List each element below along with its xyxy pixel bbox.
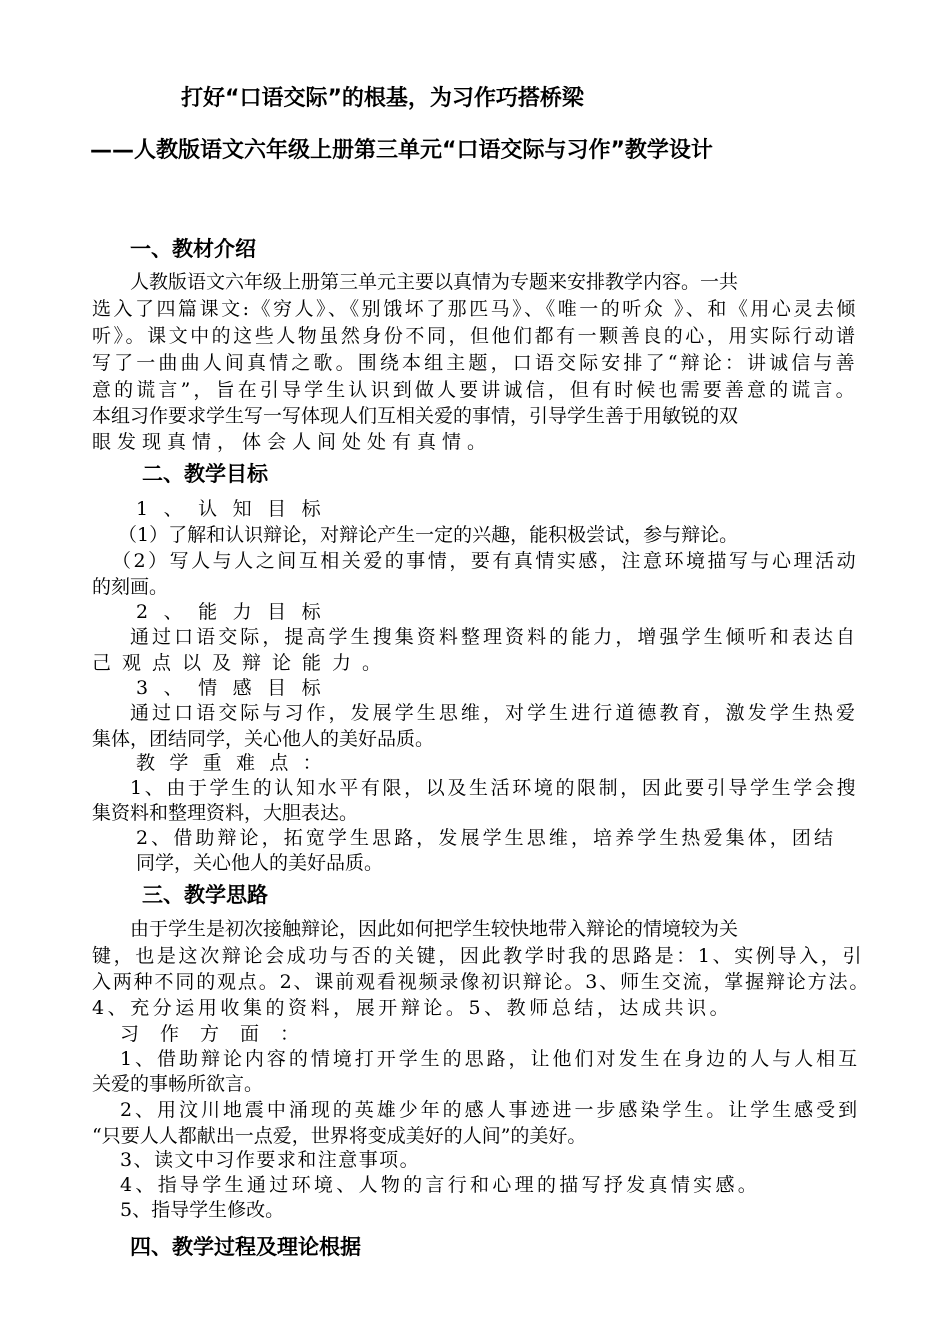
paragraph-line: 1、借助辩论内容的情境打开学生的思路，让他们对发生在身边的人与人相互 (120, 1048, 861, 1070)
paragraph-line: 听》。课文中的这些人物虽然身份不同，但他们都有一颗善良的心，用实际行动谱 (92, 325, 858, 347)
section-heading-3: 三、教学思路 (142, 883, 268, 907)
paragraph-line: 己观点以及辩论能力。 (92, 652, 393, 674)
paragraph-line: 4、充分运用收集的资料，展开辩论。5、教师总结，达成共识。 (92, 997, 733, 1019)
section-heading-1: 一、教材介绍 (130, 237, 256, 261)
paragraph-line: （2）写人与人之间互相关爱的事情，要有真情实感，注意环境描写与心理活动 (112, 550, 859, 572)
paragraph-line: 2、借助辩论，拓宽学生思路，发展学生思维，培养学生热爱集体，团结 (136, 827, 837, 849)
paragraph-line: 通过口语交际与习作，发展学生思维，对学生进行道德教育，激发学生热爱 (130, 702, 859, 724)
paragraph-line: 2、用汶川地震中涌现的英雄少年的感人事迹进一步感染学生。让学生感受到 (120, 1099, 861, 1121)
paragraph-line: 5、指导学生修改。 (120, 1199, 285, 1221)
paragraph-line: （1）了解和认识辩论，对辩论产生一定的兴趣，能积极尝试，参与辩论。 (118, 524, 739, 546)
paragraph-line: 同学，关心他人的美好品质。 (136, 852, 384, 874)
paragraph-line: 1、认知目标 (136, 498, 337, 520)
paragraph-line: 眼发现真情，体会人间处处有真情。 (92, 431, 493, 453)
paragraph-line: 通过口语交际，提高学生搜集资料整理资料的能力，增强学生倾听和表达自 (130, 626, 859, 648)
paragraph-line: 由于学生是初次接触辩论，因此如何把学生较快地带入辩论的情境较为关 (130, 918, 739, 940)
paragraph-line: 选入了四篇课文:《穷人》、《别饿坏了那匹马》、《唯一的听众 》、和《用心灵去倾 (92, 298, 858, 320)
paragraph-line: 意的谎言”，旨在引导学生认识到做人要讲诚信，但有时候也需要善意的谎言。 (92, 379, 858, 401)
paragraph-line: 3、情感目标 (136, 677, 337, 699)
paragraph-line: 习作方面： (120, 1023, 321, 1045)
document-subtitle: ——人教版语文六年级上册第三单元“口语交际与习作”教学设计 (90, 138, 713, 163)
paragraph-line: 写了一曲曲人间真情之歌。围绕本组主题，口语交际安排了“辩论：讲诚信与善 (92, 352, 858, 374)
section-heading-2: 二、教学目标 (142, 462, 268, 486)
paragraph-line: 集资料和整理资料，大胆表达。 (92, 802, 359, 824)
paragraph-line: 1、由于学生的认知水平有限，以及生活环境的限制，因此要引导学生学会搜 (130, 777, 859, 799)
paragraph-line: 人教版语文六年级上册第三单元主要以真情为专题来安排教学内容。一共 (130, 271, 739, 293)
paragraph-line: 4、指导学生通过环境、人物的言行和心理的描写抒发真情实感。 (120, 1174, 761, 1196)
paragraph-line: 2、能力目标 (136, 601, 337, 623)
paragraph-line: “只要人人都献出一点爱，世界将变成美好的人间”的美好。 (92, 1125, 587, 1147)
paragraph-line: 3、读文中习作要求和注意事项。 (120, 1149, 421, 1171)
section-heading-4: 四、教学过程及理论根据 (130, 1235, 361, 1259)
paragraph-line: 本组习作要求学生写一写体现人们互相关爱的事情，引导学生善于用敏锐的双 (92, 405, 739, 427)
paragraph-line: 键，也是这次辩论会成功与否的关键，因此教学时我的思路是：1、实例导入，引 (92, 945, 865, 967)
paragraph-line: 教学重难点： (136, 752, 337, 774)
paragraph-line: 的刻画。 (92, 576, 169, 598)
paragraph-line: 入两种不同的观点。2、课前观看视频录像初识辩论。3、师生交流，掌握辩论方法。 (92, 971, 871, 993)
paragraph-line: 关爱的事畅所欲言。 (92, 1073, 264, 1095)
document-title: 打好“口语交际”的根基，为习作巧搭桥梁 (181, 86, 584, 111)
paragraph-line: 集体，团结同学，关心他人的美好品质。 (92, 728, 435, 750)
